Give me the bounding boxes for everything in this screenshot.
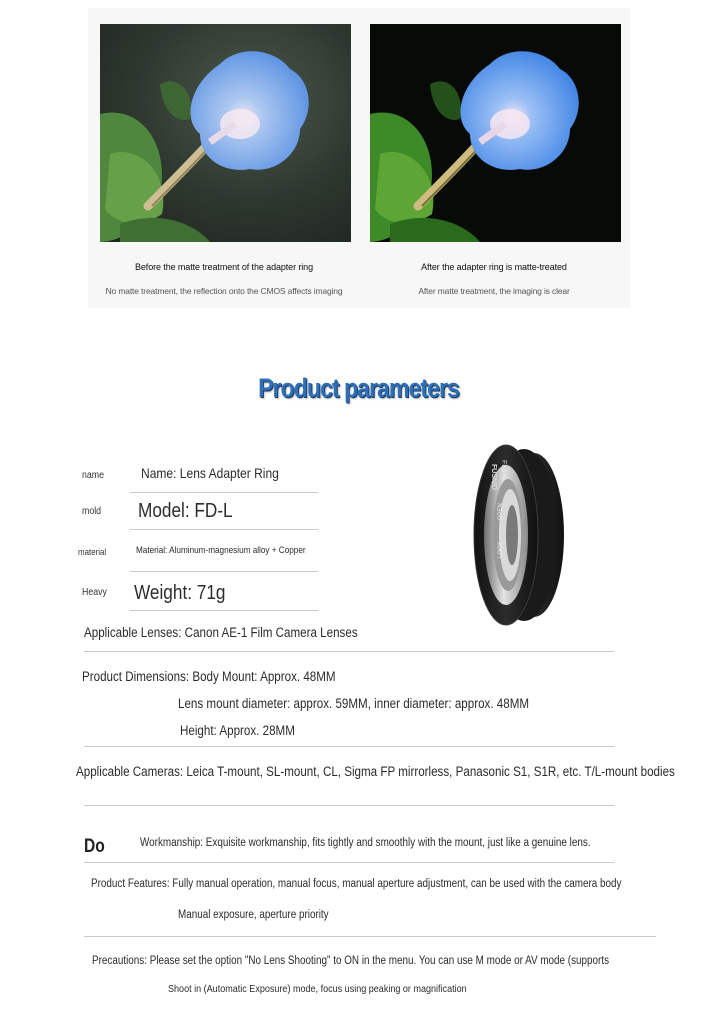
mount-text: FD-L xyxy=(500,460,507,476)
divider xyxy=(130,529,318,530)
before-flower-photo xyxy=(100,24,351,242)
after-caption-subtitle: After matte treatment, the imaging is clear xyxy=(418,286,570,296)
divider xyxy=(130,571,318,572)
material-value: Material: Aluminum-magnesium alloy + Copper xyxy=(136,545,306,556)
dimensions-line-2: Lens mount diameter: approx. 59MM, inner diameter: approx. 48MM xyxy=(178,696,530,711)
precautions-line-2: Shoot in (Automatic Exposure) mode, focus using peaking or magnification xyxy=(168,983,467,995)
applicable-lenses-text: Applicable Lenses: Canon AE-1 Film Camera Lenses xyxy=(84,625,358,640)
weight-label: Heavy xyxy=(82,587,107,598)
divider xyxy=(84,746,614,747)
weight-value: Weight: 71g xyxy=(134,582,226,604)
features-line-1: Product Features: Fully manual operation, manual focus, manual aperture adjustment, can be used with the camera body xyxy=(91,878,622,890)
dimensions-line-3: Height: Approx. 28MM xyxy=(180,723,295,738)
precautions-line-1: Precautions: Please set the option "No Lens Shooting" to ON in the menu. You can use M mode or AV mode (supports xyxy=(92,955,610,967)
lock-open-text: LOCK ——— OPEN xyxy=(498,503,504,558)
divider xyxy=(130,610,318,611)
dimensions-line-1: Product Dimensions: Body Mount: Approx. 48MM xyxy=(82,669,336,684)
workmanship-text: Workmanship: Exquisite workmanship, fits tightly and smoothly with the mount, just like a genuine lens. xyxy=(140,837,591,849)
brand-text: FUSNID xyxy=(490,464,497,491)
divider xyxy=(84,805,614,806)
after-caption-title: After the adapter ring is matte-treated xyxy=(421,262,567,272)
model-value: Model: FD-L xyxy=(138,500,233,522)
before-comparison-card xyxy=(88,8,360,308)
applicable-cameras-text: Applicable Cameras: Leica T-mount, SL-mount, CL, Sigma FP mirrorless, Panasonic S1, S1R, etc. T/L-mount bodies xyxy=(76,764,675,779)
product-parameters-heading: Product parameters xyxy=(258,373,459,403)
after-comparison-card xyxy=(358,8,630,308)
name-value: Name: Lens Adapter Ring xyxy=(141,465,279,481)
after-flower-photo xyxy=(370,24,621,242)
model-label: mold xyxy=(82,506,102,517)
name-label: name xyxy=(82,470,105,481)
before-caption-subtitle: No matte treatment, the reflection onto the CMOS affects imaging xyxy=(105,286,343,296)
lens-adapter-ring-image xyxy=(462,440,572,630)
divider xyxy=(84,651,614,652)
divider xyxy=(130,492,318,493)
divider xyxy=(84,862,614,863)
features-line-2: Manual exposure, aperture priority xyxy=(178,909,329,921)
material-label: material xyxy=(78,547,107,557)
before-caption-title: Before the matte treatment of the adapter ring xyxy=(134,262,313,272)
divider xyxy=(84,936,656,937)
do-label: Do xyxy=(84,836,105,857)
